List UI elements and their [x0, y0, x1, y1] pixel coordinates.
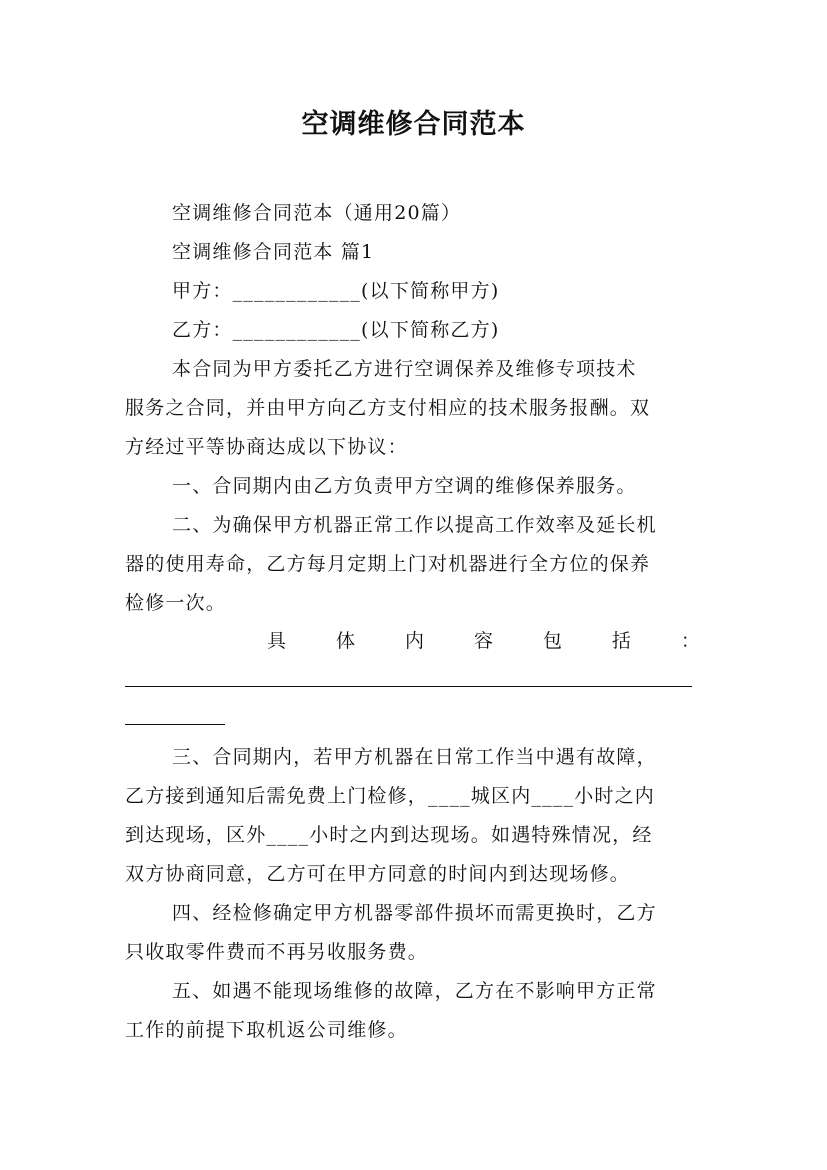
blank-fill-line — [125, 724, 225, 725]
spread-char: 括 — [611, 630, 631, 652]
spread-char: 体 — [335, 630, 355, 652]
clause-2-line: 器的使用寿命，乙方每月定期上门对机器进行全方位的保养 — [125, 553, 651, 575]
clause-3-line: 三、合同期内，若甲方机器在日常工作当中遇有故障， — [172, 746, 657, 768]
clause-1-line: 一、合同期内由乙方负责甲方空调的维修保养服务。 — [172, 475, 637, 497]
document-title: 空调维修合同范本 — [301, 109, 526, 140]
party-b-line: 乙方：____________(以下简称乙方) — [172, 319, 500, 341]
subtitle-line: 空调维修合同范本（通用20篇） — [172, 202, 462, 224]
spread-char: 内 — [404, 630, 424, 652]
party-a-line: 甲方：____________(以下简称甲方) — [172, 280, 500, 302]
spread-char: 包 — [542, 630, 562, 652]
clause-4-line: 只收取零件费而不再另收服务费。 — [125, 941, 429, 963]
clause-5-line: 工作的前提下取机返公司维修。 — [125, 1019, 408, 1041]
paragraph-line: 服务之合同，并由甲方向乙方支付相应的技术服务报酬。双 — [125, 397, 651, 419]
paragraph-line: 方经过平等协商达成以下协议： — [125, 436, 408, 458]
clause-2-line: 二、为确保甲方机器正常工作以提高工作效率及延长机 — [172, 514, 657, 536]
clause-3-line: 到达现场，区外____小时之内到达现场。如遇特殊情况，经 — [125, 824, 653, 846]
spread-char: 具 — [267, 630, 287, 652]
clause-3-line: 双方协商同意，乙方可在甲方同意的时间内到达现场修。 — [125, 863, 631, 885]
spread-char: ： — [680, 630, 700, 652]
clause-3-line: 乙方接到通知后需免费上门检修，____城区内____小时之内 — [125, 785, 656, 807]
clause-2-line: 检修一次。 — [125, 592, 227, 614]
spread-char: 容 — [473, 630, 493, 652]
clause-5-line: 五、如遇不能现场维修的故障，乙方在不影响甲方正常 — [172, 980, 657, 1002]
content-includes-line — [125, 626, 700, 653]
blank-fill-line — [125, 686, 692, 687]
section-heading: 空调维修合同范本 篇1 — [172, 241, 375, 263]
clause-4-line: 四、经检修确定甲方机器零部件损坏而需更换时，乙方 — [172, 902, 657, 924]
paragraph-line: 本合同为甲方委托乙方进行空调保养及维修专项技术 — [172, 358, 637, 380]
